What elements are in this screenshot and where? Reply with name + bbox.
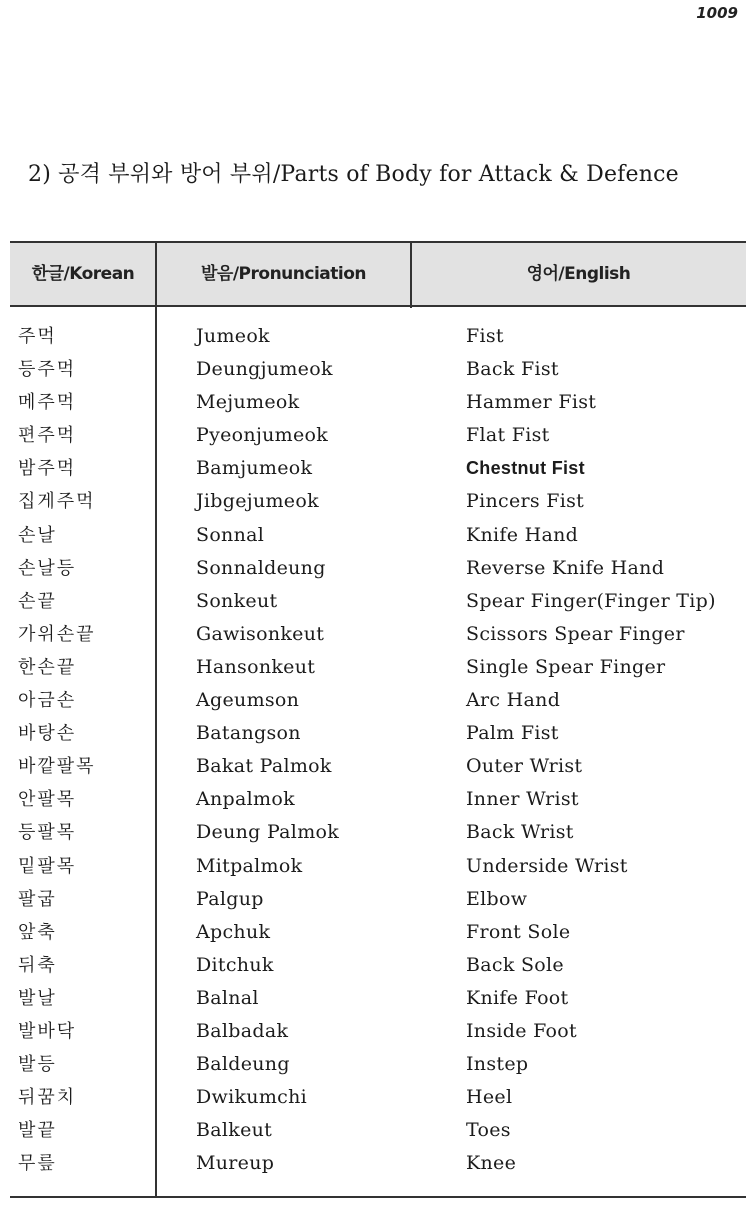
- korean-term: 주먹: [18, 326, 57, 347]
- pronunciation-term: Balkeut: [196, 1119, 273, 1142]
- table-row: [0, 949, 750, 982]
- table-row: [0, 816, 750, 849]
- table-row: [0, 1114, 750, 1147]
- korean-term: 무릎: [18, 1153, 57, 1175]
- english-term: Spear Finger(Finger Tip): [466, 589, 716, 612]
- table-row: [0, 916, 750, 949]
- table-body: [0, 320, 750, 1180]
- table-row: [0, 684, 750, 717]
- english-term: Knife Hand: [466, 523, 579, 546]
- table-row: [0, 552, 750, 585]
- pronunciation-term: Bamjumeok: [196, 457, 313, 480]
- table-row: [0, 1147, 750, 1180]
- page-number: 1009: [696, 4, 738, 22]
- korean-term: 손날등: [18, 557, 77, 579]
- pronunciation-term: Ageumson: [196, 689, 300, 712]
- korean-term: 발날: [18, 987, 57, 1009]
- table-header: [10, 241, 746, 307]
- pronunciation-term: Batangson: [196, 722, 301, 745]
- korean-term: 밑팔목: [18, 855, 77, 877]
- english-term: Elbow: [466, 887, 528, 910]
- english-term: Inner Wrist: [466, 788, 579, 811]
- english-term: Heel: [466, 1086, 513, 1109]
- table-row: [0, 750, 750, 783]
- korean-term: 앞축: [18, 921, 57, 943]
- korean-term: 한손끝: [18, 656, 77, 678]
- english-term: Instep: [466, 1053, 529, 1076]
- english-term: Scissors Spear Finger: [466, 622, 685, 645]
- header-english: 영어/English: [526, 264, 631, 284]
- pronunciation-term: Balbadak: [196, 1019, 289, 1042]
- pronunciation-term: Deungjumeok: [196, 358, 333, 381]
- english-term: Fist: [466, 325, 504, 347]
- pronunciation-term: Apchuk: [196, 920, 271, 943]
- korean-term: 발바닥: [18, 1020, 77, 1042]
- korean-term: 편주먹: [18, 425, 77, 447]
- korean-term: 손끝: [18, 590, 57, 612]
- table-row: [0, 651, 750, 684]
- table-row: [0, 618, 750, 651]
- english-term: Back Wrist: [466, 821, 574, 844]
- table-row: [0, 519, 750, 552]
- table-row: [0, 485, 750, 518]
- table-row: [0, 982, 750, 1015]
- table-row: [0, 452, 750, 485]
- english-term: Arc Hand: [466, 689, 561, 712]
- english-term: Back Fist: [466, 358, 559, 381]
- korean-term: 등팔목: [18, 822, 77, 844]
- pronunciation-term: Mitpalmok: [196, 854, 303, 877]
- pronunciation-term: Jibgejumeok: [196, 490, 319, 513]
- english-term: Reverse Knife Hand: [466, 556, 665, 579]
- pronunciation-term: Mejumeok: [196, 391, 300, 414]
- english-term: Single Spear Finger: [466, 655, 666, 678]
- pronunciation-term: Deung Palmok: [196, 821, 340, 844]
- table-bottom-rule: [10, 1196, 746, 1198]
- korean-term: 팔굽: [18, 888, 57, 910]
- column-divider: [410, 241, 412, 308]
- english-term: Flat Fist: [466, 424, 550, 447]
- korean-term: 등주먹: [18, 359, 77, 381]
- pronunciation-term: Sonnal: [196, 523, 265, 546]
- english-term: Outer Wrist: [466, 755, 583, 778]
- header-pronunciation: 발음/Pronunciation: [201, 264, 366, 284]
- korean-term: 손날: [18, 524, 57, 546]
- korean-term: 안팔목: [18, 789, 77, 811]
- korean-term: 아금손: [18, 690, 77, 712]
- korean-term: 집게주먹: [18, 491, 96, 513]
- korean-term: 뒤꿈치: [18, 1087, 77, 1109]
- pronunciation-term: Baldeung: [196, 1053, 290, 1076]
- korean-term: 가위손끝: [18, 623, 96, 645]
- korean-term: 발끝: [18, 1120, 57, 1142]
- table-row: [0, 1048, 750, 1081]
- pronunciation-term: Gawisonkeut: [196, 622, 325, 645]
- english-term: Knee: [466, 1152, 517, 1175]
- korean-term: 밤주먹: [18, 458, 77, 480]
- pronunciation-term: Anpalmok: [196, 788, 295, 811]
- korean-term: 바탕손: [18, 723, 77, 745]
- table-row: [0, 783, 750, 816]
- pronunciation-term: Sonkeut: [196, 589, 278, 612]
- pronunciation-term: Bakat Palmok: [196, 755, 332, 778]
- table-row: [0, 1015, 750, 1048]
- english-term: Pincers Fist: [466, 490, 585, 513]
- english-term: Inside Foot: [466, 1019, 577, 1042]
- english-term: Chestnut Fist: [466, 458, 585, 479]
- table-row: [0, 585, 750, 618]
- english-term: Toes: [466, 1119, 511, 1142]
- english-term: Hammer Fist: [466, 391, 597, 414]
- pronunciation-term: Jumeok: [196, 325, 270, 347]
- pronunciation-term: Palgup: [196, 887, 264, 910]
- section-title: 2) 공격 부위와 방어 부위/Parts of Body for Attack & Defence: [28, 162, 679, 187]
- pronunciation-term: Balnal: [196, 986, 259, 1009]
- table-row: [0, 717, 750, 750]
- english-term: Palm Fist: [466, 722, 559, 745]
- table-row: [0, 1081, 750, 1114]
- korean-term: 바깥팔목: [18, 756, 96, 778]
- header-korean: 한글/Korean: [31, 264, 135, 284]
- pronunciation-term: Pyeonjumeok: [196, 424, 329, 447]
- table-row: [0, 419, 750, 452]
- pronunciation-term: Ditchuk: [196, 953, 274, 976]
- english-term: Underside Wrist: [466, 854, 628, 877]
- table-row: [0, 850, 750, 883]
- english-term: Knife Foot: [466, 986, 569, 1009]
- vocabulary-table: [10, 241, 746, 307]
- table-row: [0, 353, 750, 386]
- table-row: [0, 386, 750, 419]
- korean-term: 메주먹: [18, 392, 77, 414]
- table-row: [0, 320, 750, 353]
- english-term: Front Sole: [466, 920, 571, 943]
- pronunciation-term: Mureup: [196, 1152, 275, 1175]
- pronunciation-term: Dwikumchi: [196, 1086, 307, 1109]
- korean-term: 뒤축: [18, 954, 57, 976]
- table-row: [0, 883, 750, 916]
- pronunciation-term: Sonnaldeung: [196, 556, 326, 579]
- korean-term: 발등: [18, 1054, 57, 1076]
- pronunciation-term: Hansonkeut: [196, 655, 316, 678]
- english-term: Back Sole: [466, 953, 564, 976]
